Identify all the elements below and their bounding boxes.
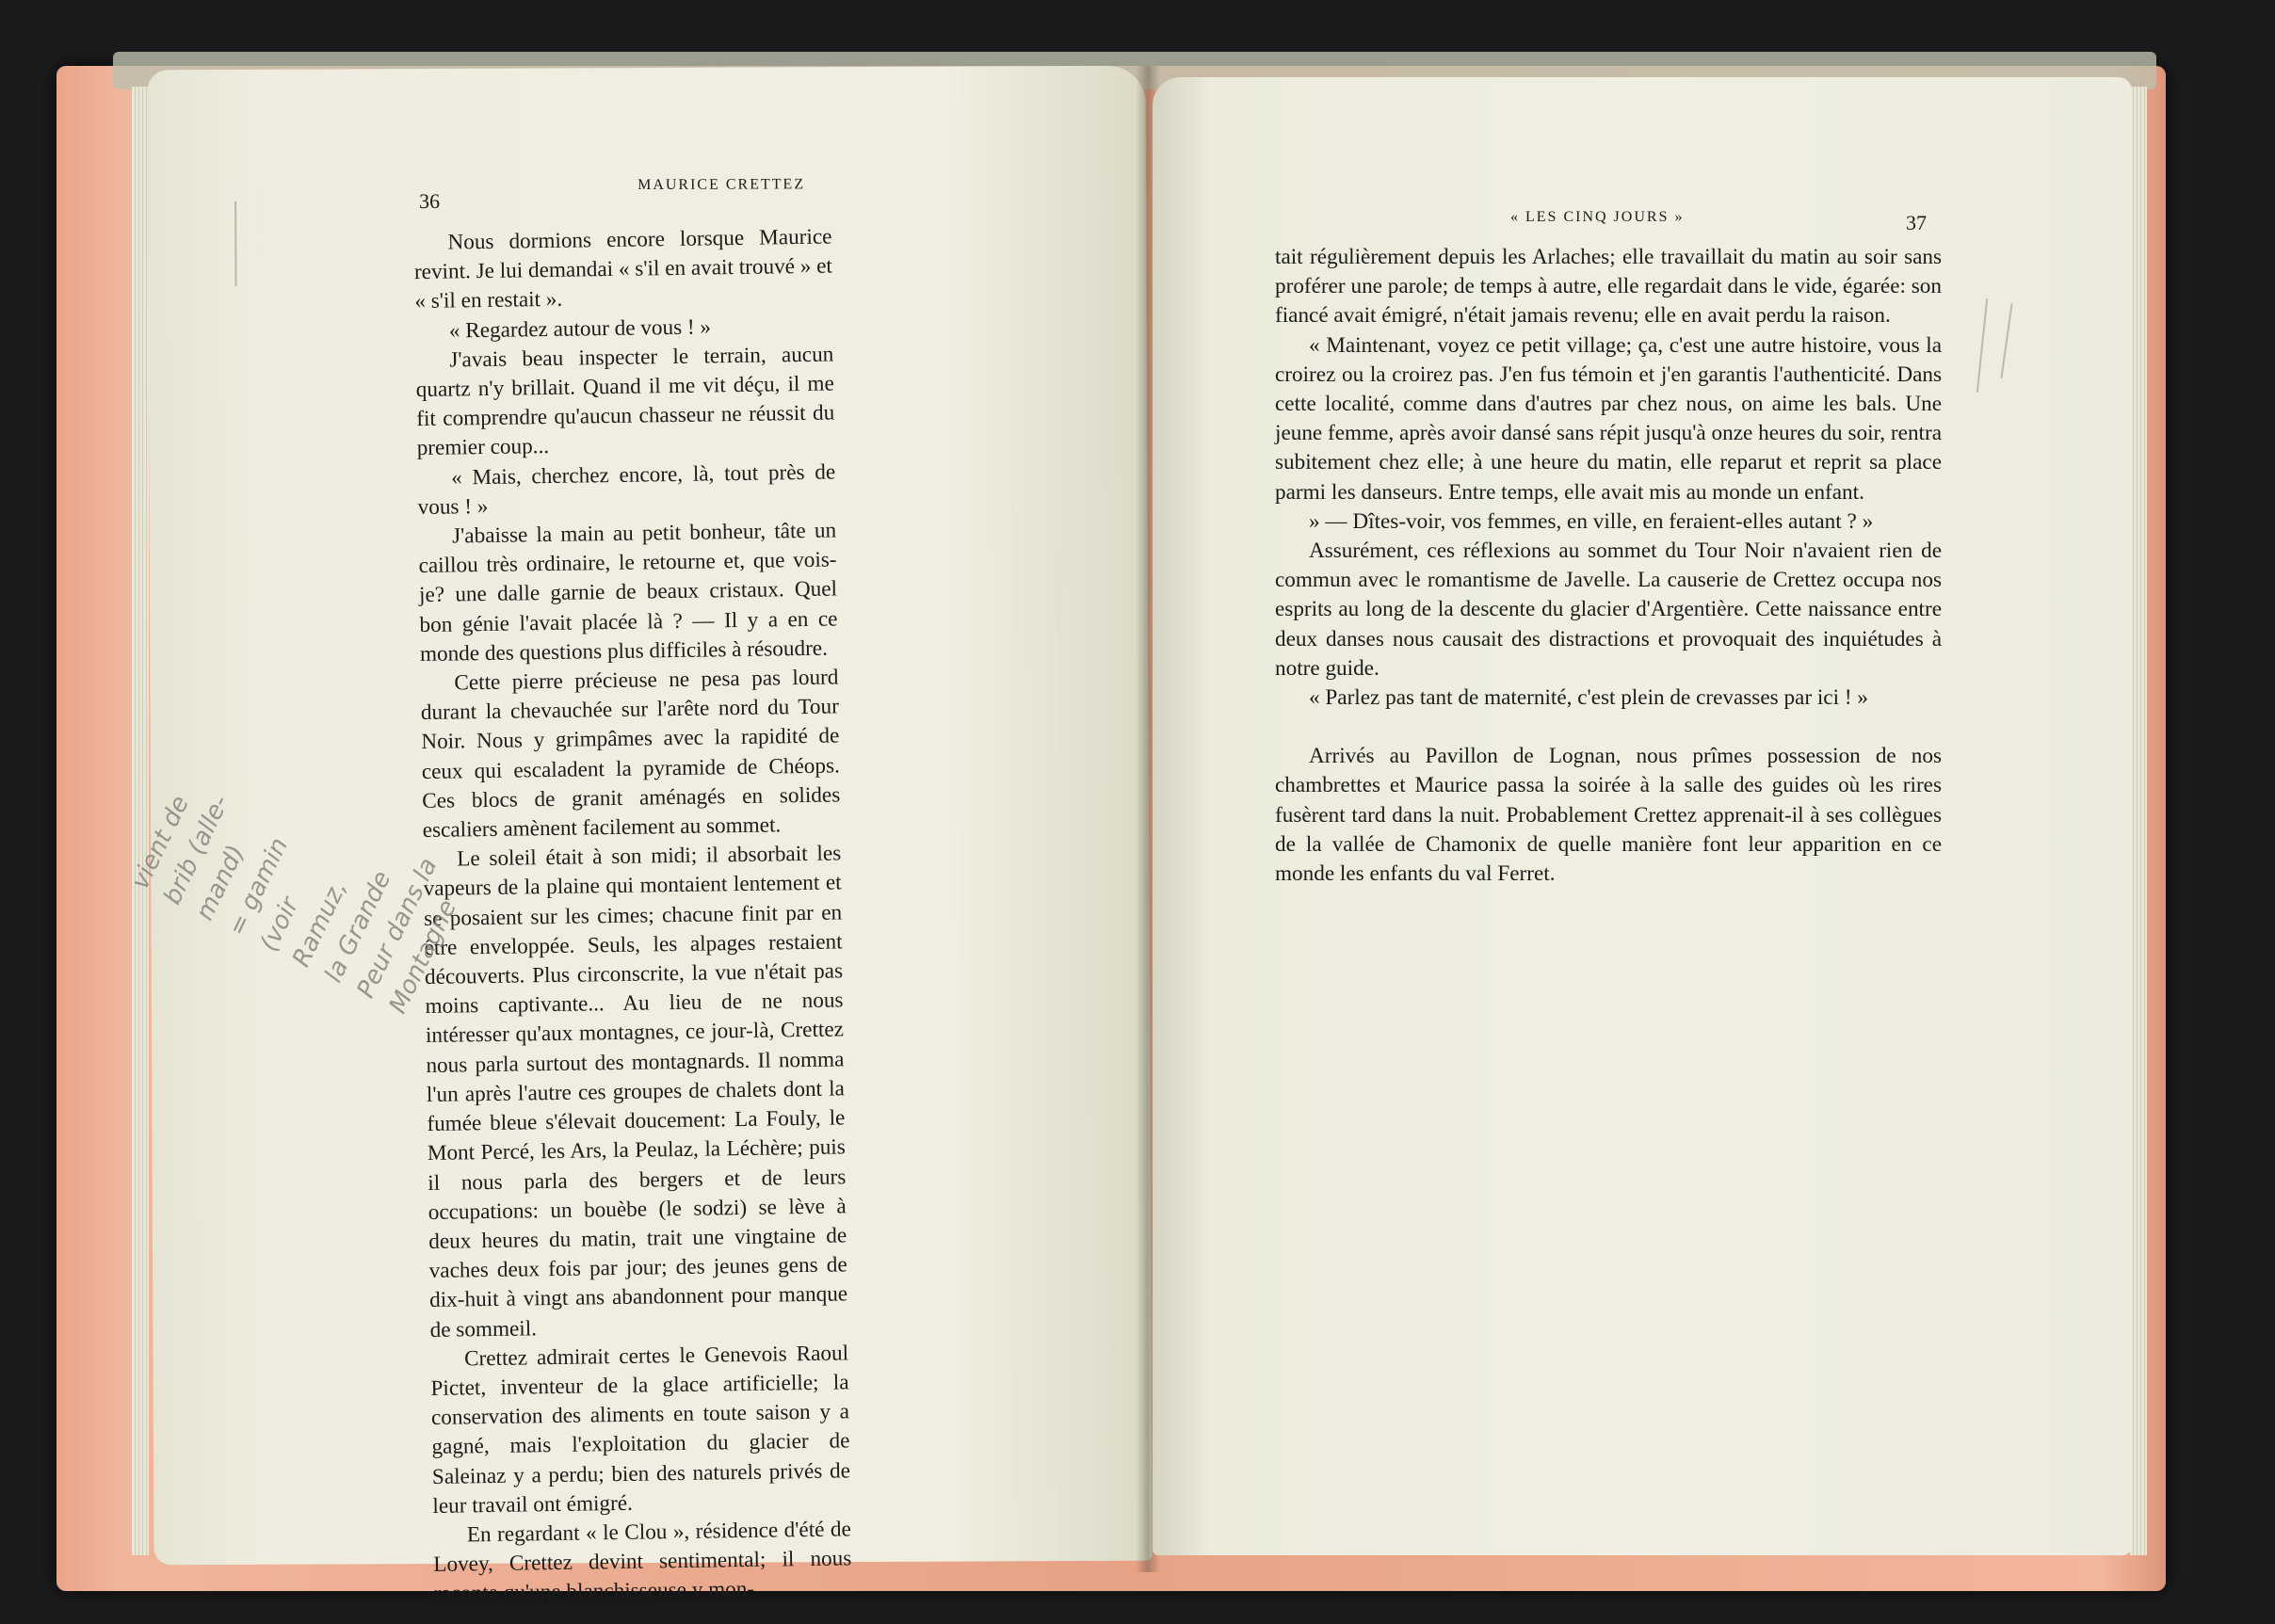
page-number-left: 36 <box>419 188 441 214</box>
paragraph: Assurément, ces réflexions au sommet du Tour Noir n'avaient rien de commun avec le romantisme de Javelle. La causerie de Crettez occupa nos esprits au long de la descente du glacier d'Argentière. Cette naissance entre deux danses nous causait des distractions et provoquait des inquiétudes à notre guide. <box>1275 539 1942 681</box>
paragraph: « Regardez autour de vous ! » <box>448 314 712 344</box>
left-page <box>125 66 1153 1607</box>
paragraph: Nous dormions encore lorsque Maurice revint. Je lui demandai « s'il en avait trouvé » et « s'il en restait ». <box>413 224 833 314</box>
paragraph: « Mais, cherchez encore, là, tout près de vous ! » <box>417 459 836 520</box>
paragraph: Le soleil était à son midi; il absorbait les vapeurs de la plaine qui montaient lentement et se posaient sur les cimes; chacune finit par en être enveloppée. Seuls, les alpages restaient découverts. Plus circonscrite, la vue n'était pas moins captivante... Au lieu de ne nous intéresser qu'aux montagnes, ce jour-là, Crettez nous parla surtout des montagnards. Il nomma l'un après l'autre ces groupes de chalets dont la fumée bleue s'élevait doucement: La Fouly, le Mont Percé, les Ars, la Peulaz, la Léchère; puis il nous parla des bergers et de leurs occupations: un bouèbe (le sodzi) se lève à deux heures du matin, trait une vingtaine de vaches deux fois par jour; des jeunes gens de dix-huit à vingt ans abandonnent pour manque de sommeil. <box>423 841 848 1343</box>
left-page-text <box>413 223 852 1610</box>
paragraph: « Maintenant, voyez ce petit village; ça, c'est une autre histoire, vous la croirez ou la croirez pas. J'en fus témoin et j'en garantis l'authenticité. Dans cette localité, comme dans d'autres par chez nous, on aime les bals. Une jeune femme, après avoir dansé sans répit jusqu'à onze heures du soir, rentra subitement chez elle; à une heure du matin, elle reparut et reprit sa place parmi les danseurs. Entre temps, elle avait mis au monde un enfant. <box>1275 332 1942 505</box>
paragraph: » — Dîtes-voir, vos femmes, en ville, en feraient-elles autant ? » <box>1309 508 1874 534</box>
pencil-mark <box>1977 298 1988 393</box>
paragraph: Cette pierre précieuse ne pesa pas lourd durant la chevauchée sur l'arête nord du Tour Noir. Nous y grimpâmes avec la rapidité de ceux qui escaladent la pyramide de Chéops. Ces blocs de granit aménagés en solides escaliers amènent facilement au sommet. <box>420 665 841 844</box>
right-page <box>1153 77 2132 1555</box>
running-head-right: « LES CINQ JOURS » <box>1510 209 1685 225</box>
paragraph: tait régulièrement depuis les Arlaches; elle travaillait du matin au soir sans proférer une parole; de temps à autre, elle regardait dans le vide, égarée: son fiancé avait émigré, n'était jamais revenu; elle en avait perdu la raison. <box>1275 245 1942 329</box>
running-head-left: MAURICE CRETTEZ <box>637 176 806 194</box>
paragraph: Crettez admirait certes le Genevois Raoul Pictet, inventeur de la glace artificielle; la conservation des aliments en toute saison y a gagné, mais l'exploitation du glacier de Saleinaz y a perdu; bien des naturels privés de leur travail ont émigré. <box>430 1341 851 1519</box>
pencil-mark <box>2000 303 2012 378</box>
paragraph: Arrivés au Pavillon de Lognan, nous prîmes possession de nos chambrettes et Maurice passa la soirée à la salle des guides où les rires fusèrent tard dans la nuit. Probablement Crettez apprenait-il à ses collègues de la vallée de Chamonix de quelle manière font leur apparition en ce monde les enfants du val Ferret. <box>1275 744 1942 887</box>
paragraph: J'abaisse la main au petit bonheur, tâte un caillou très ordinaire, le retourne et, que vois-je? une dalle garnie de beaux cristaux. Quel bon génie l'avait placée là ? — Il y a en ce monde des questions plus difficiles à résoudre. <box>418 518 838 667</box>
paragraph: J'avais beau inspecter le terrain, aucun quartz n'y brillait. Quand il me vit déçu, il me fit comprendre qu'aucun chasseur ne réussit du premier coup... <box>415 342 835 461</box>
right-page-stack <box>2130 87 2147 1555</box>
section-break <box>1275 713 1942 742</box>
left-page-stack <box>132 87 149 1555</box>
pencil-mark <box>234 201 236 286</box>
page-number-right: 37 <box>1906 211 1927 234</box>
right-page-text <box>1275 243 1942 889</box>
paragraph: En regardant « le Clou », résidence d'été de Lovey, Crettez devint sentimental; il nous raconta qu'une blanchisseuse y mon- <box>433 1517 852 1607</box>
pencil-margin-note: vient de brib (alle- mand) = gamin (voir Ramuz, la Grande Peur dans la Montagne <box>125 791 463 1019</box>
paragraph: « Parlez pas tant de maternité, c'est plein de crevasses par ici ! » <box>1309 685 1868 711</box>
